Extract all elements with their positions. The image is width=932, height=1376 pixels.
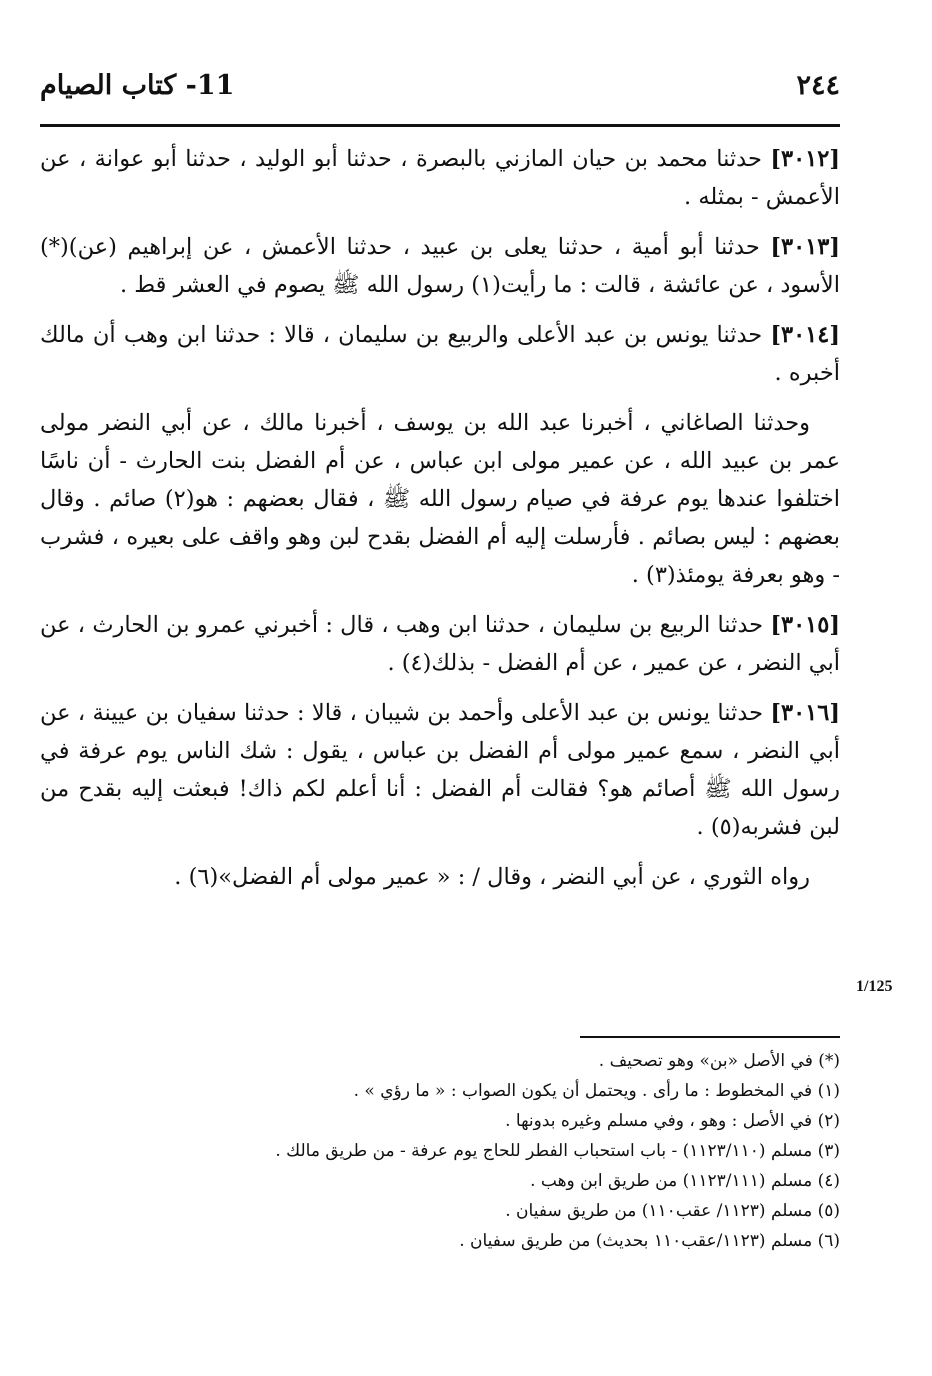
hadith-number: [٣٠١٤] — [770, 322, 840, 348]
page-header — [40, 70, 840, 114]
hadith-3016-riwaya — [40, 858, 840, 896]
footnote-3: (٣) مسلم (١١٢٣/١١٠) - باب استحباب الفطر للحاج يوم عرفة - من طريق مالك . — [275, 1141, 840, 1161]
hadith-text: حدثنا محمد بن حيان المازني بالبصرة ، حدثنا أبو الوليد ، حدثنا أبو عوانة ، عن الأعمش - بمثله . — [40, 146, 840, 210]
page-number: ٢٤٤ — [796, 70, 840, 101]
hadith-3012 — [40, 140, 840, 216]
header-divider — [40, 124, 840, 127]
footnote-star: (*) في الأصل «بن» وهو تصحيف . — [598, 1051, 840, 1071]
hadith-text: حدثنا يونس بن عبد الأعلى وأحمد بن شيبان ، قالا : حدثنا سفيان بن عيينة ، عن أبي النضر ، سمع عمير مولى أم الفضل بن عباس ، يقول : شك الناس يوم عرفة في رسول الله ﷺ أصائم هو؟ فقالت أم الفضل : أنا أعلم لكم ذاك! فبعثت إليه بقدح من لبن فشربه(٥) . — [40, 700, 840, 840]
hadith-text: حدثنا يونس بن عبد الأعلى والربيع بن سليمان ، قالا : حدثنا ابن وهب أن مالك أخبره . — [40, 322, 840, 386]
footnote-6: (٦) مسلم (١١٢٣/عقب١١٠ بحديث) من طريق سفيان . — [459, 1231, 840, 1251]
footnotes — [40, 1046, 840, 1256]
hadith-number: [٣٠١٣] — [770, 234, 840, 260]
hadith-3016 — [40, 694, 840, 846]
footnote-1: (١) في المخطوط : ما رأى . ويحتمل أن يكون الصواب : « ما رؤي » . — [353, 1081, 840, 1101]
hadith-text: وحدثنا الصاغاني ، أخبرنا عبد الله بن يوسف ، أخبرنا مالك ، عن أبي النضر مولى عمر بن عبيد الله ، عن عمير مولى ابن عباس ، عن أم الفضل بنت الحارث - أن ناسًا اختلفوا عندها يوم عرفة في صيام رسول الله ﷺ ، فقال بعضهم : هو(٢) صائم . وقال بعضهم : ليس بصائم . فأرسلت إليه أم الفضل بقدح لبن وهو واقف على بعيره ، فشرب - وهو بعرفة يومئذ(٣) . — [40, 410, 840, 588]
hadith-3014-second-chain — [40, 404, 840, 594]
manuscript-folio-note: 1/125 — [856, 978, 893, 995]
hadith-text: حدثنا الربيع بن سليمان ، حدثنا ابن وهب ، قال : أخبرني عمرو بن الحارث ، عن أبي النضر ، عن عمير ، عن أم الفضل - بذلك(٤) . — [40, 612, 840, 676]
hadith-number: [٣٠١٦] — [770, 700, 840, 726]
hadith-3015 — [40, 606, 840, 682]
hadith-3014 — [40, 316, 840, 392]
footnote-4: (٤) مسلم (١١٢٣/١١١) من طريق ابن وهب . — [530, 1171, 840, 1191]
footnote-divider — [580, 1036, 840, 1038]
hadith-number: [٣٠١٢] — [770, 146, 840, 172]
footnote-2: (٢) في الأصل : وهو ، وفي مسلم وغيره بدونها . — [505, 1111, 840, 1131]
main-text — [40, 140, 840, 908]
hadith-number: [٣٠١٥] — [770, 612, 841, 638]
running-title: 11- كتاب الصيام — [40, 70, 235, 101]
hadith-text: حدثنا أبو أمية ، حدثنا يعلى بن عبيد ، حدثنا الأعمش ، عن إبراهيم (عن)(*) الأسود ، عن عائشة ، قالت : ما رأيت(١) رسول الله ﷺ يصوم في العشر قط . — [40, 234, 840, 298]
hadith-text: رواه الثوري ، عن أبي النضر ، وقال / : « عمير مولى أم الفضل»(٦) . — [174, 864, 810, 890]
footnote-5: (٥) مسلم (١١٢٣/ عقب١١٠) من طريق سفيان . — [505, 1201, 840, 1221]
hadith-3013 — [40, 228, 840, 304]
